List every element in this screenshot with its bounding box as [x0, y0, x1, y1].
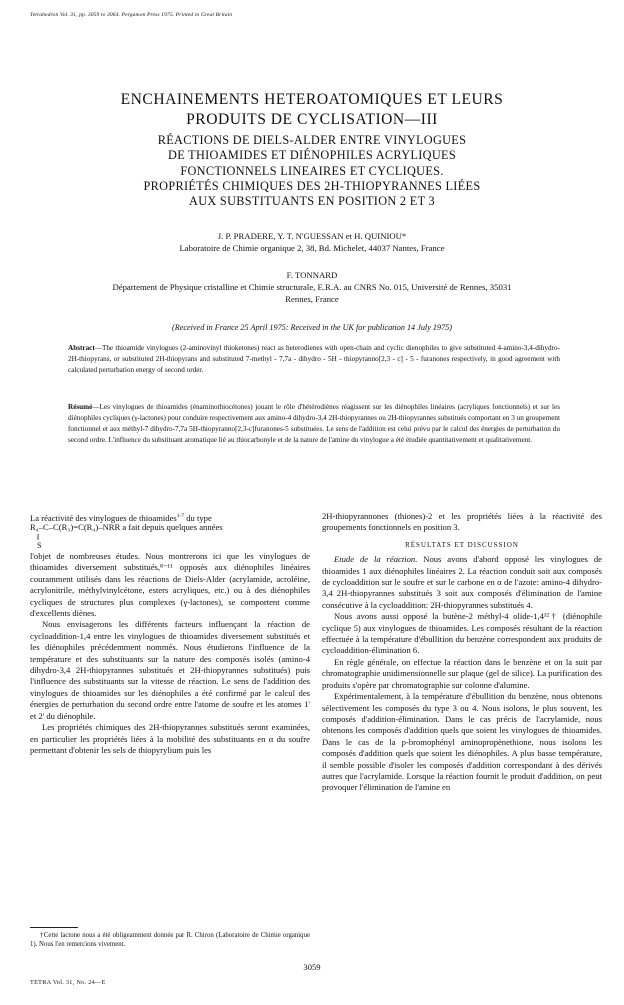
column-left	[30, 511, 310, 756]
author-block	[40, 230, 584, 254]
paragraph	[322, 554, 602, 611]
page-number: 3059	[303, 962, 321, 972]
footnote: †Cette lactone nous a été obligeamment donnée par R. Chiron (Laboratoire de Chimie organique 1). Nous l'en remercions vivement.	[30, 932, 310, 948]
author-names: J. P. PRADERE, Y. T. N'GUESSAN et H. QUINIOU*	[217, 231, 407, 241]
received-dates: (Received in France 25 April 1975: Received in the UK for publication 14 July 1975)	[172, 323, 452, 332]
author-affiliation-2: Département de Physique cristalline et Chimie structurale, E.R.A. au CNRS No. 015, Université de Rennes, 35031	[112, 282, 512, 292]
resume-label: Résumé	[68, 403, 93, 411]
paragraph: l'objet de nombreuses études. Nous montrerons ici que les vinylogues de thioamides diversement substitués,⁸⁻¹¹ opposés aux diénophiles linéaires couramment utilisés dans les réactions de Diels-Alder (acrylamide, acroléine, acrylonitrile, méthylvinylcétone, esters acryliques, etc.) ou à des diénophiles cycliques de structures plus complexes (γ-lactones), se comportent comme d'excellents diènes.	[30, 551, 310, 619]
abstract-en	[68, 343, 560, 376]
footer-code: TETRA Vol. 31, No. 24—E	[30, 979, 106, 986]
formula-sulfur-atom: S	[37, 541, 42, 550]
author-block-2	[40, 269, 584, 305]
abstract-fr	[68, 402, 560, 446]
subtitle-line: DE THIOAMIDES ET DIÉNOPHILES ACRYLIQUES	[168, 148, 456, 163]
subtitle-line: PROPRIÉTÉS CHIMIQUES DES 2H-THIOPYRANNES LIÉES	[143, 178, 481, 193]
footnote-divider	[30, 927, 78, 928]
author-affiliation: Laboratoire de Chimie organique 2, 38, Bd. Michelet, 44037 Nantes, France	[179, 243, 445, 253]
article-title	[40, 90, 584, 130]
subtitle-line: FONCTIONNELS LINEAIRES ET CYCLIQUES.	[180, 163, 444, 178]
article-subtitle	[60, 133, 564, 209]
abstract-text: —The thioamide vinylogues (2-aminovinyl thioketones) react as heterodienes with open-chain and cyclic dienophiles to give substituted 4-amino-3,4-dihydro-2H-thiopyrans, or substituted 2H-thiopyrans and substituted 7-methyl - 7,7a - dihydro - 5H - thiopyranno[2,3 - c] - 5 - furanones respectively, in good agreement with calculated perturbation energy of second order.	[68, 344, 560, 374]
subtitle-line: AUX SUBSTITUANTS EN POSITION 2 ET 3	[189, 194, 435, 209]
paragraph-text: La réactivité des vinylogues de thioamides	[30, 512, 177, 523]
formula-line: R₄–C–C(R₃)=C(R₄)–NRR a fait depuis quelques années	[30, 522, 223, 532]
abstract-label: Abstract	[68, 344, 95, 352]
resume-text: —Les vinylogues de thioamides (énaminothiocétones) jouant le rôle d'hétérodiènes réagissent sur les diénophiles linéaires (acryliques fonctionnels) et sur les diénophiles cycliques (γ-lactones) pour conduire respectivement aux amino-4 dihydro-3,4 2H-thiopyrannes ou 2H-thiopyrannes substitués comportant en 3 un groupement fonctionnel et aux méthyl-7 dihydro-7,7a 5H-thiopyranno[2,3-c]furanones-5 substituées. Le sens de l'addition est celui prévu par le calcul des énergies de perturbation du second ordre. L'influence du substituant aromatique lié au thiocarbonyle et de la nature de l'amine du vinylogue a été étudiée quantitativement et qualitativement.	[68, 403, 560, 444]
paragraph: En règle générale, on effectue la réaction dans le benzène et on la suit par chromatographie unidimensionnelle sur plaque (gel de silice). La purification des produits s'opère par chromatographie sur colonne d'alumine.	[322, 656, 602, 690]
title-line: ENCHAINEMENTS HETEROATOMIQUES ET LEURS	[120, 91, 504, 108]
subtitle-line: RÉACTIONS DE DIELS-ALDER ENTRE VINYLOGUES	[157, 133, 467, 147]
paragraph: 2H-thiopyrannones (thiones)-2 et les propriétés liées à la réactivité des groupements fonctionnels en position 3.	[322, 511, 602, 533]
reference-superscript: 1-7	[176, 513, 185, 519]
paragraph-text: du type	[184, 512, 212, 523]
section-heading: RÉSULTATS ET DISCUSSION	[405, 540, 519, 549]
author-names-2: F. TONNARD	[286, 270, 338, 280]
formula-double-bond: ‖	[37, 533, 40, 542]
running-head: Tetrahedron Vol. 31, pp. 3059 to 3064. Pergamon Press 1975. Printed in Great Britain	[30, 12, 233, 18]
paragraph: Expérimentalement, à la température d'ébullition du benzène, nous obtenons sélectivement les composés du type 3 ou 4. Nous isolons, le plus souvent, les composés d'addition-élimination. Dans le cas précis de l'acrylamide, nous obtenons les composés d'addition quels que soient les vinylogues de thioamides. Dans le cas de la p-bromophényl aminopropènethione, nous isolons les composés d'addition quels que soient les diénophiles. A plus basse température, il semble possible d'isoler les composés d'addition correspondant à des dérivés autres que l'acrylamide. Lorsque la réaction fournit le produit d'addition, on peut provoquer l'élimination de l'amine en	[322, 691, 602, 793]
title-line: PRODUITS DE CYCLISATION—III	[186, 111, 438, 128]
paragraph: Les propriétés chimiques des 2H-thiopyrannes substitués seront examinées, en particulier les propriétés liées à la mobilité des substituants en α du soufre permettant d'obtenir les sels de thiopyrylium puis les	[30, 722, 310, 755]
paragraph: Nous avons aussi opposé la butène-2 méthyl-4 olide-1,4¹²† (diénophile cyclique 5) aux vinylogues de thioamides. Les composés résultant de la réaction effectuée à la température d'ébullition du benzène correspondent aux produits de cycloaddition-élimination 6.	[322, 611, 602, 656]
paragraph-lead: Etude de la réaction.	[334, 554, 418, 565]
author-affiliation-2-city: Rennes, France	[285, 294, 339, 304]
paragraph-text: Nous avons d'abord opposé les vinylogues de thioamides 1 aux diénophiles linéaires 2. La réaction conduit soit aux composés de cycloaddition sur le soufre et sur le carbone en α de l'azote: amino-4 dihydro-3,4 2H-thiopyrannes substitués 3 soit aux composés d'élimination de l'amine consécutive à la cycloaddition: 2H-thiopyrannes substitués 4.	[322, 554, 602, 610]
formula-paragraph-start	[30, 511, 310, 550]
paragraph: Nous envisagerons les différents facteurs influençant la réaction de cycloaddition-1,4 entre les vinylogues de thioamides diversement substitués et les diénophiles précédemment nommés. Nous étudierons l'influence de la température et des substituants sur la nature des composés isolés (amino-4 dihydro-3,4 2H-thiopyrannes substitués et 2H-thiopyrannes substitués) puis l'influence des substituants sur la vitesse de réaction. Le sens de l'addition des vinylogues de thioamides sur les diénophiles a été confirmé par le calcul des énergies de perturbation du second ordre entre l'atome de soufre et les atomes 1' et 2' du diénophile.	[30, 619, 310, 721]
column-right	[322, 511, 602, 794]
